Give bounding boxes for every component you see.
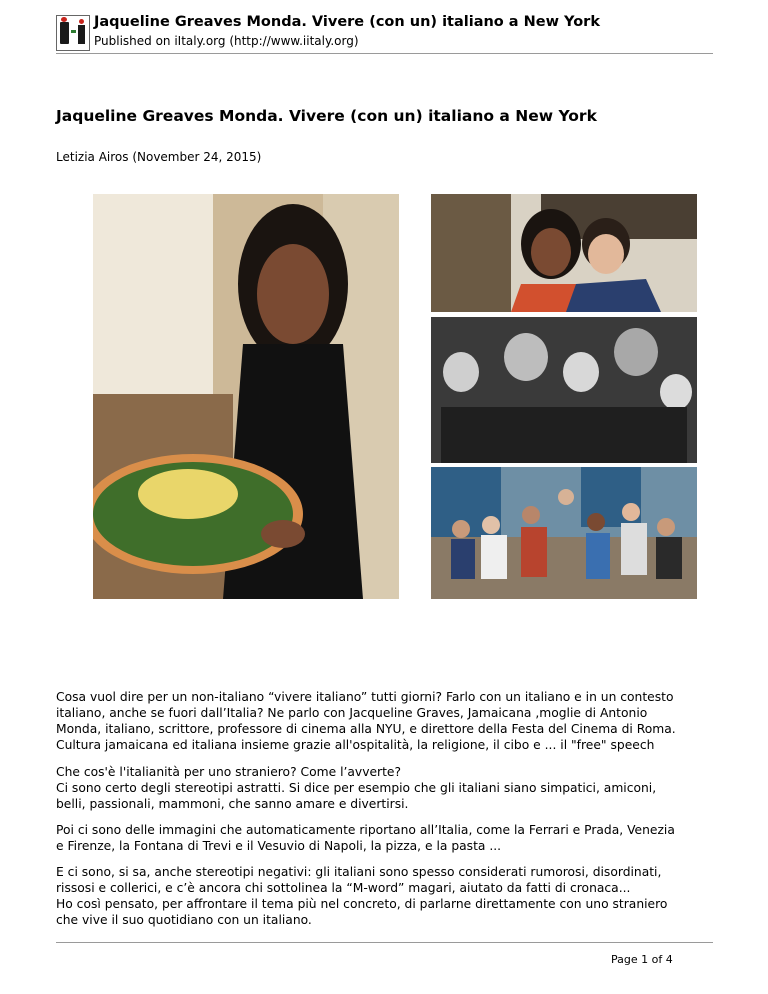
paragraph-line: Poi ci sono delle immagini che automaticamente riportano all’Italia, come la Ferrari e Prada, Venezia: [56, 823, 675, 837]
page-header: [56, 14, 713, 54]
paragraph-2: [56, 764, 713, 812]
paragraph-1: [56, 689, 713, 753]
paragraph-line: e Firenze, la Fontana di Trevi e il Vesuvio di Napoli, la pizza, e la pasta ...: [56, 839, 502, 853]
paragraph-line: Cosa vuol dire per un non-italiano “vivere italiano” tutti giorni? Farlo con un italiano e in un contesto: [56, 690, 674, 704]
paragraph-line: che vive il suo quotidiano con un italiano.: [56, 913, 312, 927]
paragraph-line: Ci sono certo degli stereotipi astratti. Si dice per esempio che gli italiani siano simpatici, amiconi,: [56, 781, 657, 795]
paragraph-line: Cultura jamaicana ed italiana insieme grazie all'ospitalità, la religione, il cibo e ... il "free" speech: [56, 738, 655, 752]
iitaly-logo: [56, 15, 90, 51]
paragraph-line: belli, passionali, mammoni, che sanno amare e divertirsi.: [56, 797, 409, 811]
paragraph-line: Ho così pensato, per affrontare il tema più nel concreto, di parlarne direttamente con uno straniero: [56, 897, 668, 911]
paragraph-line: Monda, italiano, scrittore, professore di cinema alla NYU, e direttore della Festa del Cinema di Roma.: [56, 722, 676, 736]
paragraph-line: Che cos'è l'italianità per uno straniero? Come l’avverte?: [56, 765, 402, 779]
paragraph-line: rissosi e collerici, e c’è ancora chi sottolinea la “M-word” magari, aiutato da fatti di cronaca...: [56, 881, 631, 895]
couple-photo: [431, 194, 697, 312]
family-photo-bw: [431, 317, 697, 463]
group-photo: [431, 467, 697, 599]
paragraph-line: italiano, anche se fuori dall’Italia? Ne parlo con Jacqueline Graves, Jamaicana ,moglie di Antonio: [56, 706, 648, 720]
header-title: Jaqueline Greaves Monda. Vivere (con un) italiano a New York: [94, 14, 600, 30]
main-photo: [93, 194, 399, 599]
header-published-source: Published on iItaly.org (http://www.iitaly.org): [94, 34, 359, 48]
page-number: Page 1 of 4: [611, 953, 673, 966]
paragraph-3: [56, 822, 713, 854]
paragraph-line: E ci sono, si sa, anche stereotipi negativi: gli italiani sono spesso considerati rumorosi, disordinati,: [56, 865, 662, 879]
paragraph-4: [56, 864, 713, 928]
footer-divider: [56, 942, 713, 943]
article-byline: Letizia Airos (November 24, 2015): [56, 150, 262, 164]
article-title: Jaqueline Greaves Monda. Vivere (con un) italiano a New York: [56, 107, 597, 125]
header-divider: [56, 53, 713, 54]
